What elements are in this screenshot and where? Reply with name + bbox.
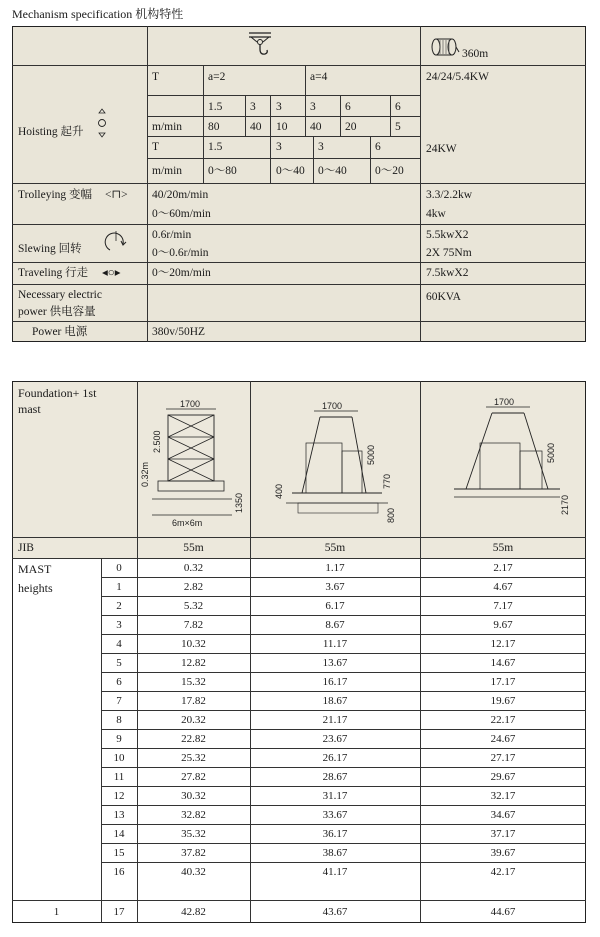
mast-label: MAST xyxy=(18,562,52,576)
necessary-power-value: 60KVA xyxy=(426,291,461,303)
row-first-cell: 1 xyxy=(53,906,60,918)
drum-icon xyxy=(428,36,460,58)
mast-section-number: 15 xyxy=(113,847,125,859)
hoist-tonne2: 1.5 xyxy=(208,141,223,153)
mast-section-number: 3 xyxy=(116,619,122,631)
height-value-c: 39.67 xyxy=(490,847,516,859)
height-value-c: 2.17 xyxy=(493,562,513,574)
height-value-b: 31.17 xyxy=(322,790,348,802)
height-value-c: 37.17 xyxy=(490,828,516,840)
height-value-b: 36.17 xyxy=(322,828,348,840)
height-value-a: 37.82 xyxy=(181,847,206,859)
mast-section-number: 2 xyxy=(116,600,122,612)
height-value-a: 20.32 xyxy=(181,714,206,726)
height-value-c: 44.67 xyxy=(490,906,516,918)
spec-title: Mechanism specification 机构特性 xyxy=(12,7,184,21)
height-value-b: 43.67 xyxy=(322,906,348,918)
foundation-title: Foundation+ 1st xyxy=(18,386,97,400)
height-value-b: 11.17 xyxy=(322,638,348,650)
mast-section-number: 5 xyxy=(116,657,122,669)
mast-section-number: 10 xyxy=(113,752,125,764)
mast-section-number: 13 xyxy=(113,809,125,821)
height-value-a: 42.82 xyxy=(181,906,206,918)
travel-power: 7.5kwX2 xyxy=(426,267,469,279)
hoist-speed: 20 xyxy=(345,121,357,133)
power-label: Power 电源 xyxy=(32,326,88,338)
trolley-power1: 3.3/2.2kw xyxy=(426,189,472,201)
dim-height-3: 5000 xyxy=(546,442,556,463)
height-value-b: 23.67 xyxy=(322,733,348,745)
slewing-label: Slewing 回转 xyxy=(18,243,82,255)
power-value: 380v/50HZ xyxy=(152,326,206,338)
height-value-b: 6.17 xyxy=(325,600,345,612)
height-value-b: 8.67 xyxy=(325,619,345,631)
dim-height-1: 2.500 xyxy=(152,430,162,453)
height-value-a: 10.32 xyxy=(181,638,206,650)
height-value-a: 0.32 xyxy=(183,562,204,574)
height-value-c: 17.17 xyxy=(490,676,516,688)
slew-speed2: 0～0.6r/min xyxy=(152,247,209,259)
hoist-tonne: 3 xyxy=(310,101,316,113)
height-value-a: 27.82 xyxy=(181,771,206,783)
mast-section-number: 9 xyxy=(116,733,122,745)
foundation-drawing-3 xyxy=(432,393,582,528)
jib-label: JIB xyxy=(18,542,34,554)
necessary-power-label2: power 供电容量 xyxy=(18,306,96,318)
height-value-b: 21.17 xyxy=(322,714,348,726)
mast-section-number: 7 xyxy=(116,695,122,707)
height-value-a: 32.82 xyxy=(181,809,206,821)
dim-b-3: 2170 xyxy=(560,494,570,515)
hoist-speed: 10 xyxy=(276,121,288,133)
hoist-speed: 40 xyxy=(250,121,262,133)
height-value-b: 16.17 xyxy=(322,676,348,688)
dim-width-3: 1700 xyxy=(494,397,515,407)
hoist-speed2: 0～40 xyxy=(318,165,347,177)
slew-power2: 2X 75Nm xyxy=(426,247,472,259)
mast-section-number: 12 xyxy=(113,790,125,802)
mast-section-number: 0 xyxy=(116,562,122,574)
height-value-a: 22.82 xyxy=(181,733,206,745)
height-value-b: 33.67 xyxy=(322,809,348,821)
mast-section-number: 11 xyxy=(113,771,125,783)
height-value-c: 27.17 xyxy=(490,752,516,764)
hoist-power1: 24/24/5.4KW xyxy=(426,71,489,83)
height-value-c: 42.17 xyxy=(490,866,516,878)
foundation-drawing-2 xyxy=(262,395,412,530)
hoisting-label: Hoisting 起升 xyxy=(18,126,84,138)
hoist-speed: 80 xyxy=(208,121,220,133)
mast-section-number: 14 xyxy=(113,828,125,840)
hoist-t2-label: T xyxy=(152,141,160,153)
dim-width-2: 1700 xyxy=(322,401,343,411)
trolley-speed2: 0～60m/min xyxy=(152,208,211,220)
jib-value: 55m xyxy=(324,542,346,554)
hoist-tonne: 6 xyxy=(395,101,401,113)
hoist-speed: 40 xyxy=(310,121,322,133)
height-value-c: 34.67 xyxy=(490,809,516,821)
necessary-power-label: Necessary electric xyxy=(18,289,102,301)
hoist-unit2: m/min xyxy=(152,165,183,177)
slew-rotation-icon xyxy=(103,228,129,254)
height-value-a: 25.32 xyxy=(181,752,206,764)
foundation-drawing-1 xyxy=(138,395,248,530)
height-value-c: 24.67 xyxy=(490,733,516,745)
trolley-speed1: 40/20m/min xyxy=(152,189,209,201)
hoist-speed2: 0～40 xyxy=(276,165,305,177)
slew-speed1: 0.6r/min xyxy=(152,229,192,241)
travel-speed: 0～20m/min xyxy=(152,267,211,279)
height-value-a: 40.32 xyxy=(181,866,206,878)
height-value-b: 26.17 xyxy=(322,752,348,764)
rope-length: 360m xyxy=(462,48,489,60)
height-value-a: 30.32 xyxy=(181,790,206,802)
hoist-tonne: 3 xyxy=(276,101,282,113)
hook-icon xyxy=(245,30,275,60)
dim-base-1: 6m×6m xyxy=(172,518,203,528)
hoist-tonne: 3 xyxy=(250,101,256,113)
height-value-b: 41.17 xyxy=(322,866,348,878)
height-value-a: 7.82 xyxy=(183,619,204,631)
hoist-tonne: 6 xyxy=(345,101,351,113)
hoist-tonne2: 6 xyxy=(375,141,381,153)
slew-power1: 5.5kwX2 xyxy=(426,229,469,241)
dim-a-2: 400 xyxy=(274,483,284,499)
travel-symbol: ◂○▸ xyxy=(102,267,121,279)
hoist-t-label: T xyxy=(152,71,160,83)
dim-height-2: 5000 xyxy=(366,444,376,465)
trolley-symbol: <⊓> xyxy=(105,189,128,201)
mast-section-number: 6 xyxy=(116,676,122,688)
hoist-speed2: 0～20 xyxy=(375,165,404,177)
height-value-c: 32.17 xyxy=(490,790,516,802)
height-value-b: 3.67 xyxy=(325,581,345,593)
foundation-title2: mast xyxy=(18,402,41,416)
mast-label2: heights xyxy=(18,581,53,595)
height-value-a: 12.82 xyxy=(181,657,206,669)
height-value-b: 18.67 xyxy=(322,695,348,707)
height-value-b: 13.67 xyxy=(322,657,348,669)
height-value-a: 17.82 xyxy=(181,695,206,707)
mast-section-number: 1 xyxy=(116,581,122,593)
hoist-speed: 5 xyxy=(395,121,401,133)
mast-section-number: 4 xyxy=(116,638,122,650)
height-value-a: 5.32 xyxy=(183,600,204,612)
hoist-tonne2: 3 xyxy=(276,141,282,153)
dim-mast-1: 0.32m xyxy=(140,461,150,487)
hoist-arrows-icon xyxy=(95,108,109,138)
height-value-c: 4.67 xyxy=(493,581,513,593)
height-value-b: 28.67 xyxy=(322,771,348,783)
height-value-c: 29.67 xyxy=(490,771,516,783)
dim-base-h-1: 1350 xyxy=(234,492,244,513)
hoist-a2: a=2 xyxy=(208,71,226,83)
hoist-unit: m/min xyxy=(152,121,183,133)
hoist-a4: a=4 xyxy=(310,71,328,83)
height-value-c: 22.17 xyxy=(490,714,516,726)
trolley-power2: 4kw xyxy=(426,208,446,220)
height-value-c: 9.67 xyxy=(493,619,513,631)
height-value-a: 15.32 xyxy=(181,676,206,688)
dim-width-1: 1700 xyxy=(180,399,201,409)
jib-value: 55m xyxy=(183,542,204,554)
hoist-tonne: 1.5 xyxy=(208,101,223,113)
dim-b-2: 770 xyxy=(382,473,392,489)
height-value-c: 19.67 xyxy=(490,695,516,707)
height-value-b: 38.67 xyxy=(322,847,348,859)
height-value-c: 14.67 xyxy=(490,657,516,669)
height-value-b: 1.17 xyxy=(325,562,345,574)
height-value-c: 12.17 xyxy=(490,638,516,650)
dim-c-2: 800 xyxy=(386,507,396,523)
jib-value: 55m xyxy=(492,542,514,554)
height-value-c: 7.17 xyxy=(493,600,513,612)
mast-section-number: 17 xyxy=(113,906,125,918)
mast-section-number: 8 xyxy=(116,714,122,726)
traveling-label: Traveling 行走 xyxy=(18,267,89,279)
height-value-a: 35.32 xyxy=(181,828,206,840)
hoist-tonne2: 3 xyxy=(318,141,324,153)
mast-section-number: 16 xyxy=(113,866,125,878)
hoist-speed2: 0～80 xyxy=(208,165,237,177)
trolleying-label: Trolleying 变幅 xyxy=(18,189,93,201)
height-value-a: 2.82 xyxy=(183,581,204,593)
hoist-power2: 24KW xyxy=(426,143,457,155)
